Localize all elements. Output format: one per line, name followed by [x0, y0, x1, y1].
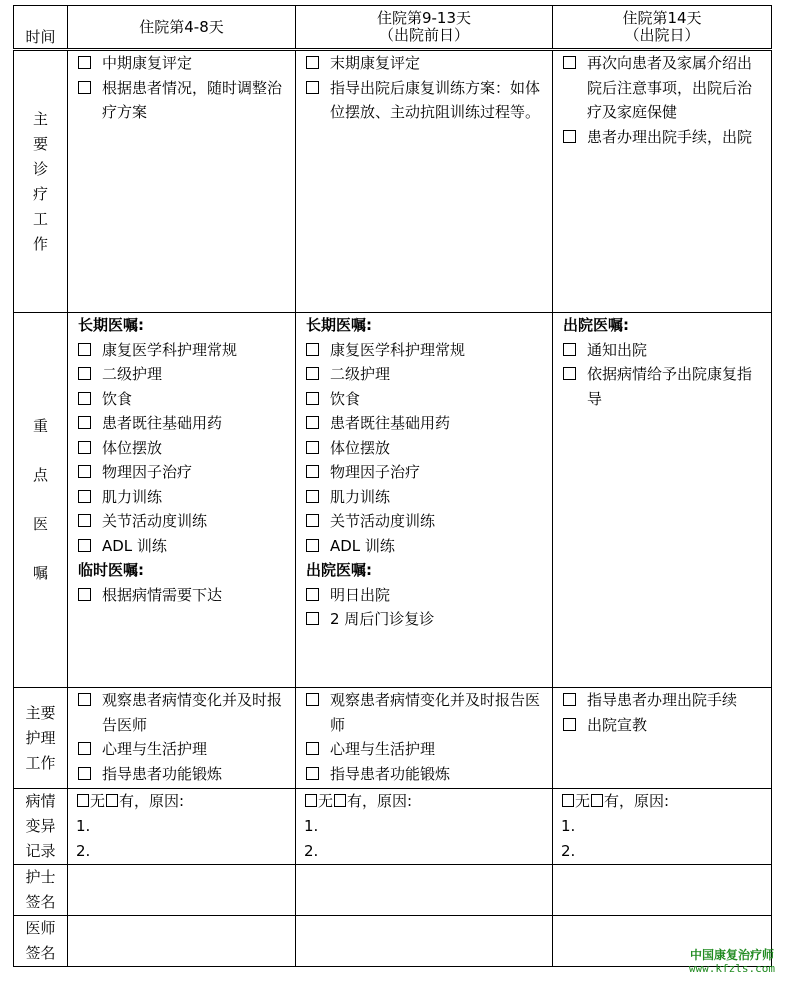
checklist-item[interactable]: 通知出院: [563, 338, 765, 363]
checkbox-icon[interactable]: [563, 713, 587, 738]
checkbox-icon[interactable]: [306, 737, 330, 762]
checkbox-icon[interactable]: [306, 51, 330, 76]
checkbox-icon[interactable]: [306, 762, 330, 787]
checkbox-icon[interactable]: [78, 387, 102, 412]
checkbox-icon[interactable]: [306, 460, 330, 485]
checklist-item[interactable]: 物理因子治疗: [78, 460, 289, 485]
variation-col1: 无 有，原因: 1. 2.: [68, 789, 296, 865]
checklist-item[interactable]: 指导患者办理出院手续: [563, 688, 765, 713]
checkbox-yes-icon[interactable]: [106, 794, 118, 807]
checklist-item[interactable]: 关节活动度训练: [306, 509, 546, 534]
checklist-item[interactable]: 康复医学科护理常规: [306, 338, 546, 363]
checklist-item[interactable]: 心理与生活护理: [78, 737, 289, 762]
watermark-name: 中国康复治疗师: [689, 948, 774, 962]
orders-col3: [553, 313, 772, 688]
checkbox-icon[interactable]: [78, 583, 102, 608]
checklist-item[interactable]: 根据患者情况，随时调整治疗方案: [78, 76, 289, 125]
checklist-item[interactable]: 出院宣教: [563, 713, 765, 738]
checklist-item[interactable]: 再次向患者及家属介绍出院后注意事项，出院后治疗及家庭保健: [563, 51, 765, 125]
doctor-sign-col1[interactable]: [68, 916, 296, 967]
checkbox-icon[interactable]: [306, 485, 330, 510]
col3-header: 住院第14天 （出院日）: [553, 6, 772, 50]
orders-col2: [296, 313, 553, 688]
checkbox-icon[interactable]: [563, 338, 587, 363]
checklist-item[interactable]: 肌力训练: [306, 485, 546, 510]
header-row: [14, 6, 772, 50]
checkbox-icon[interactable]: [78, 485, 102, 510]
nursing-col2: [296, 688, 553, 789]
checklist-item[interactable]: 明日出院: [306, 583, 546, 608]
checkbox-icon[interactable]: [78, 436, 102, 461]
nursing-label: 主要 护理 工作: [14, 688, 68, 789]
watermark-logo: [689, 948, 775, 976]
checklist-item[interactable]: 指导出院后康复训练方案：如体位摆放、主动抗阻训练过程等。: [306, 76, 546, 125]
nursing-col3: [553, 688, 772, 789]
checklist-item[interactable]: 指导患者功能锻炼: [306, 762, 546, 787]
checklist-item[interactable]: 中期康复评定: [78, 51, 289, 76]
checklist-item[interactable]: 物理因子治疗: [306, 460, 546, 485]
checkbox-icon[interactable]: [78, 534, 102, 559]
checkbox-icon[interactable]: [78, 460, 102, 485]
checkbox-yes-icon[interactable]: [334, 794, 346, 807]
checklist-item[interactable]: 康复医学科护理常规: [78, 338, 289, 363]
checkbox-none-icon[interactable]: [562, 794, 574, 807]
checkbox-icon[interactable]: [563, 51, 587, 125]
time-header: 时间: [14, 6, 68, 50]
diagnosis-row: [14, 50, 772, 313]
checkbox-icon[interactable]: [306, 534, 330, 559]
diagnosis-col3: [553, 50, 772, 313]
checkbox-icon[interactable]: [78, 509, 102, 534]
checkbox-icon[interactable]: [306, 338, 330, 363]
variation-label: 病情 变异 记录: [14, 789, 68, 865]
checkbox-icon[interactable]: [78, 76, 102, 125]
orders-label: 重 点 医 嘱: [14, 313, 68, 688]
checklist-item[interactable]: ADL 训练: [78, 534, 289, 559]
nurse-sign-label: 护士 签名: [14, 865, 68, 916]
checklist-item[interactable]: ADL 训练: [306, 534, 546, 559]
checklist-item[interactable]: 根据病情需要下达: [78, 583, 289, 608]
checklist-item[interactable]: 二级护理: [78, 362, 289, 387]
checkbox-icon[interactable]: [563, 362, 587, 411]
checkbox-icon[interactable]: [78, 737, 102, 762]
nurse-sign-row: [14, 865, 772, 916]
temporary-orders-title: 临时医嘱:: [78, 561, 144, 579]
checklist-item[interactable]: 观察患者病情变化并及时报告医师: [306, 688, 546, 737]
checkbox-icon[interactable]: [306, 76, 330, 125]
checkbox-icon[interactable]: [306, 362, 330, 387]
checklist-item[interactable]: 末期康复评定: [306, 51, 546, 76]
diagnosis-col2: [296, 50, 553, 313]
nurse-sign-col3[interactable]: [553, 865, 772, 916]
clinical-pathway-table: [13, 5, 772, 967]
checklist-item[interactable]: 患者既往基础用药: [306, 411, 546, 436]
doctor-sign-label: 医师 签名: [14, 916, 68, 967]
checklist-item[interactable]: 患者办理出院手续，出院: [563, 125, 765, 150]
col2-header: 住院第9-13天 （出院前日）: [296, 6, 553, 50]
doctor-sign-col2[interactable]: [296, 916, 553, 967]
checkbox-icon[interactable]: [78, 338, 102, 363]
discharge-orders-title: 出院医嘱:: [563, 316, 629, 334]
checklist-item[interactable]: 心理与生活护理: [306, 737, 546, 762]
checkbox-icon[interactable]: [306, 583, 330, 608]
checkbox-icon[interactable]: [306, 607, 330, 632]
col1-header: 住院第4-8天: [68, 6, 296, 50]
nursing-row: [14, 688, 772, 789]
orders-col1: [68, 313, 296, 688]
checkbox-icon[interactable]: [78, 762, 102, 787]
checkbox-icon[interactable]: [78, 362, 102, 387]
checkbox-none-icon[interactable]: [305, 794, 317, 807]
checklist-item[interactable]: 体位摆放: [78, 436, 289, 461]
checklist-item[interactable]: 体位摆放: [306, 436, 546, 461]
doctor-sign-row: [14, 916, 772, 967]
watermark-url: www.kfzls.com: [688, 962, 775, 975]
checklist-item[interactable]: 饮食: [78, 387, 289, 412]
discharge-orders-title: 出院医嘱:: [306, 561, 372, 579]
checklist-item[interactable]: 关节活动度训练: [78, 509, 289, 534]
checklist-item[interactable]: 二级护理: [306, 362, 546, 387]
checkbox-icon[interactable]: [563, 688, 587, 713]
checkbox-icon[interactable]: [306, 387, 330, 412]
checkbox-icon[interactable]: [306, 509, 330, 534]
checkbox-none-icon[interactable]: [77, 794, 89, 807]
diagnosis-label: 主 要 诊 疗 工 作: [14, 50, 68, 313]
variation-row: [14, 789, 772, 865]
checkbox-icon[interactable]: [78, 411, 102, 436]
checkbox-icon[interactable]: [78, 51, 102, 76]
checklist-item[interactable]: 指导患者功能锻炼: [78, 762, 289, 787]
nurse-sign-col1[interactable]: [68, 865, 296, 916]
checklist-item[interactable]: 患者既往基础用药: [78, 411, 289, 436]
checklist-item[interactable]: 观察患者病情变化并及时报告医师: [78, 688, 289, 737]
diagnosis-col1: [68, 50, 296, 313]
checklist-item[interactable]: 2 周后门诊复诊: [306, 607, 546, 632]
checkbox-yes-icon[interactable]: [591, 794, 603, 807]
checkbox-icon[interactable]: [306, 688, 330, 737]
orders-row: [14, 313, 772, 688]
checkbox-icon[interactable]: [306, 411, 330, 436]
nurse-sign-col2[interactable]: [296, 865, 553, 916]
checkbox-icon[interactable]: [306, 436, 330, 461]
variation-col3: 无 有，原因: 1. 2.: [553, 789, 772, 865]
checkbox-icon[interactable]: [78, 688, 102, 737]
long-term-orders-title: 长期医嘱:: [306, 316, 372, 334]
checklist-item[interactable]: 饮食: [306, 387, 546, 412]
variation-col2: 无 有，原因: 1. 2.: [296, 789, 553, 865]
checkbox-icon[interactable]: [563, 125, 587, 150]
nursing-col1: [68, 688, 296, 789]
long-term-orders-title: 长期医嘱:: [78, 316, 144, 334]
checklist-item[interactable]: 依据病情给予出院康复指导: [563, 362, 765, 411]
checklist-item[interactable]: 肌力训练: [78, 485, 289, 510]
